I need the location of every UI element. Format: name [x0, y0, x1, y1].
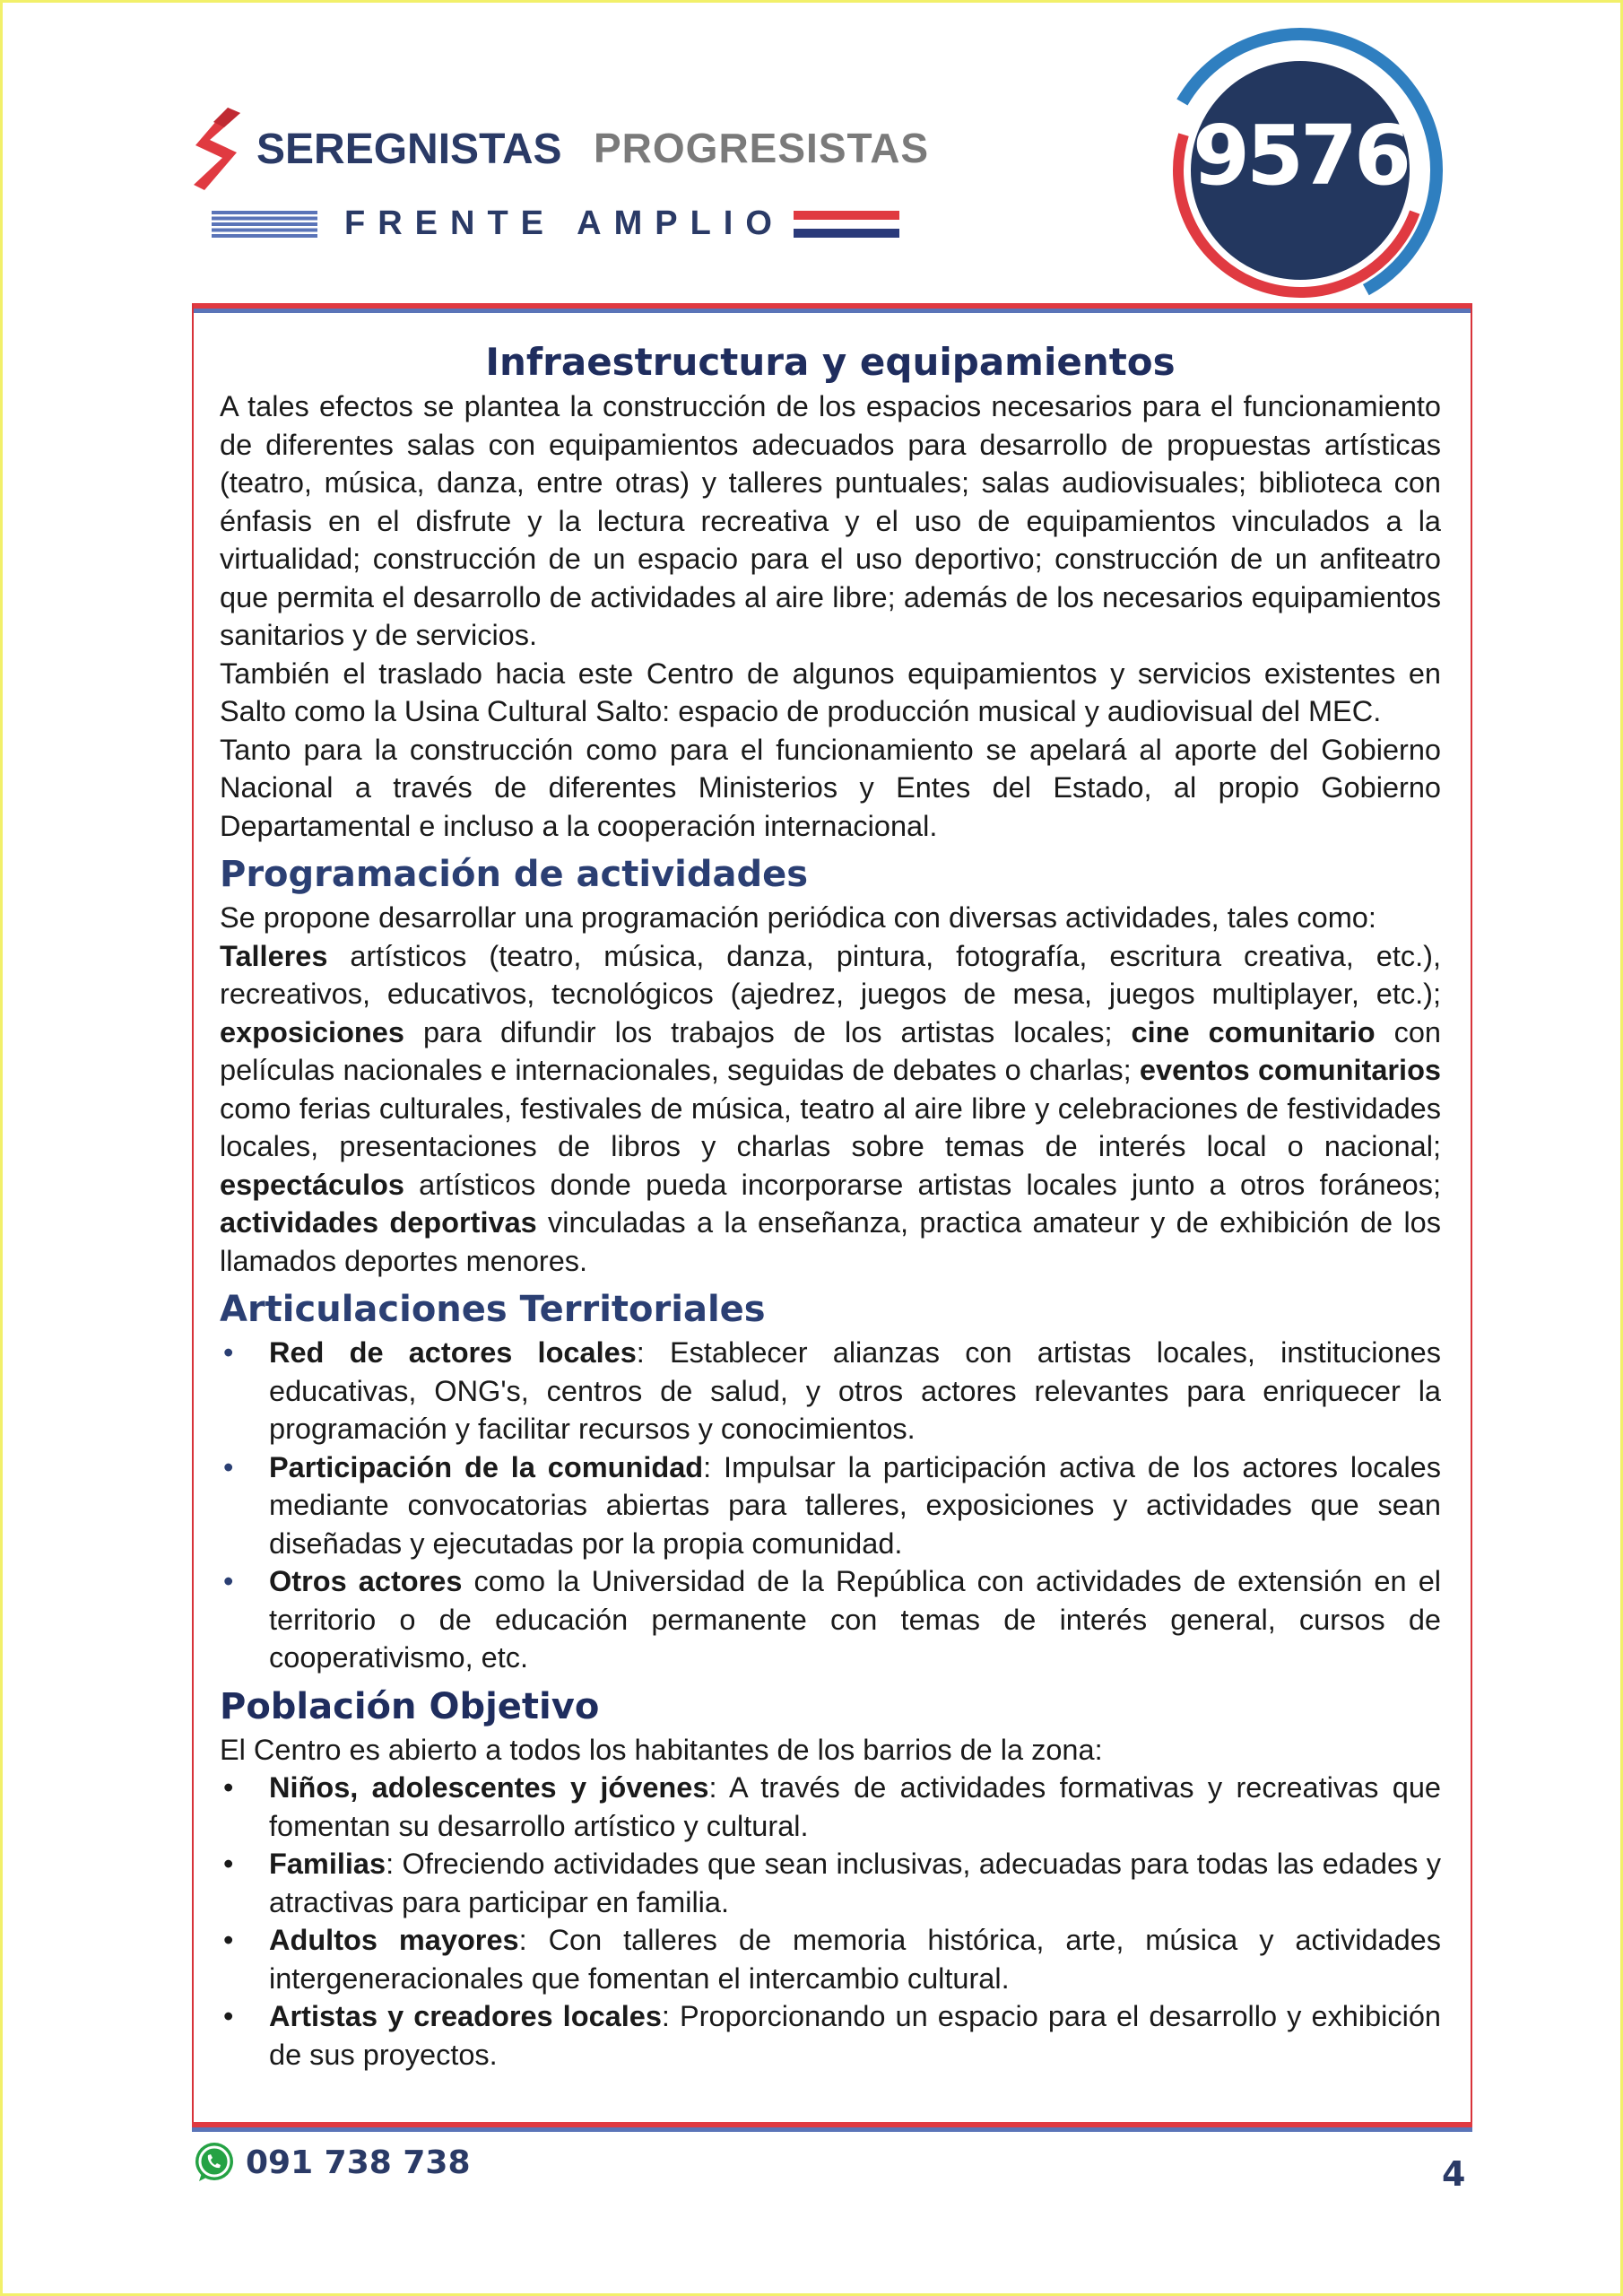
paragraph: Se propone desarrollar una programación periódica con diversas actividades, tales como:: [220, 901, 1376, 934]
frente-amplio-brand: [212, 204, 899, 243]
section-title-infraestructura: Infraestructura y equipamientos: [485, 340, 1176, 384]
activities-paragraph: [220, 937, 1441, 1281]
section-title-programacion: Programación de actividades: [220, 854, 809, 895]
phone-contact: [192, 2140, 471, 2185]
paragraph: También el traslado hacia este Centro de algunos equipamientos y servicios existentes en Salto como la Usina Cultural Salto: espacio de producción musical y audiovisual del MEC.: [220, 657, 1441, 727]
bold-term: Talleres: [220, 939, 328, 972]
list-item: [220, 1334, 1441, 1448]
text-run: para difundir los trabajos de los artistas locales;: [404, 1015, 1132, 1048]
progresistas-label: PROGRESISTAS: [594, 125, 930, 171]
bold-term: Adultos mayores: [269, 1924, 519, 1956]
section-title-articulaciones: Articulaciones Territoriales: [220, 1289, 766, 1330]
bullet-icon: •: [223, 1450, 234, 1483]
phone-number: 091 738 738: [246, 2144, 471, 2181]
s-logo-icon: [192, 106, 242, 192]
bold-term: eventos comunitarios: [1139, 1054, 1442, 1086]
text-run: como ferias culturales, festivales de música, teatro al aire libre y celebraciones de festividades locales, presentaciones de libros y charlas sobre temas de interés local o nacional;: [220, 1091, 1441, 1162]
bold-term: actividades deportivas: [220, 1206, 537, 1239]
bold-term: exposiciones: [220, 1015, 404, 1048]
bottom-divider: [192, 2122, 1472, 2132]
text-run: artísticos (teatro, música, danza, pintura, fotografía, escritura creativa, etc.), recreativos, educativos, tecnológicos (ajedrez, juegos de mesa, juegos multiplayer, etc.);: [220, 939, 1441, 1010]
bold-term: Otros actores: [269, 1565, 463, 1597]
bold-term: Participación de la comunidad: [269, 1450, 704, 1483]
text-run: : A través de actividades formativas y recreativas que fomentan su desarrollo artístico y cultural.: [269, 1771, 1441, 1842]
bold-term: Artistas y creadores locales: [269, 2000, 662, 2032]
bullet-icon: •: [223, 1336, 234, 1369]
seregnistas-label: SEREGNISTAS: [256, 125, 562, 173]
section-title-poblacion: Población Objetivo: [220, 1685, 600, 1727]
poblacion-list: [220, 1769, 1441, 2074]
list-item: [220, 1562, 1441, 1677]
frente-amplio-label: FRENTE AMPLIO: [344, 204, 785, 242]
text-run: : Ofreciendo actividades que sean inclusivas, adecuadas para todas las edades y atractivas para participar en familia.: [269, 1848, 1441, 1918]
stripes-icon: [212, 211, 317, 238]
text-run: : Proporcionando un espacio para el desarrollo y exhibición de sus proyectos.: [269, 2000, 1441, 2071]
bullet-icon: •: [223, 2000, 234, 2032]
text-run: con películas nacionales e internacionales, seguidas de debates o charlas;: [220, 1015, 1441, 1086]
articulaciones-list: [220, 1334, 1441, 1677]
text-run: artísticos donde pueda incorporarse artistas locales junto a otros foráneos;: [404, 1168, 1441, 1201]
list-item: [220, 1921, 1441, 1997]
list-item: [220, 1448, 1441, 1563]
list-item: [220, 1845, 1441, 1921]
bold-term: Niños, adolescentes y jóvenes: [269, 1771, 709, 1804]
text-run: vinculadas a la enseñanza, practica amateur y de exhibición de los llamados deportes menores.: [220, 1206, 1441, 1277]
list-item: [220, 1997, 1441, 2074]
document-body: [220, 339, 1441, 2074]
text-run: : Impulsar la participación activa de los actores locales mediante convocatorias abiertas para talleres, exposiciones y actividades que sean diseñadas y ejecutadas por la propia comunidad.: [269, 1450, 1441, 1560]
bullet-icon: •: [223, 1848, 234, 1880]
bold-term: Red de actores locales: [269, 1336, 637, 1369]
text-run: : Con talleres de memoria histórica, arte, música y actividades intergeneracionales que fomentan el intercambio cultural.: [269, 1924, 1441, 1995]
bullet-icon: •: [223, 1771, 234, 1804]
paragraph: A tales efectos se plantea la construcción de los espacios necesarios para el funcionamiento de diferentes salas con equipamientos adecuados para desarrollo de propuestas artísticas (teatro, música, danza, entre otras) y talleres puntuales; salas audiovisuales; biblioteca con énfasis en el disfrute y la lectura recreativa y el uso de equipamientos vinculados a la virtualidad; construcción de un espacio para el uso deportivo; construcción de un anfiteatro que permita el desarrollo de actividades al aire libre; además de los necesarios equipamientos sanitarios y de servicios.: [220, 390, 1441, 651]
text-run: : Establecer alianzas con artistas locales, instituciones educativas, ONG's, centros de salud, y otros actores relevantes para enriquecer la programación y facilitar recursos y conocimientos.: [269, 1336, 1441, 1445]
whatsapp-icon: [192, 2140, 237, 2185]
bullet-icon: •: [223, 1924, 234, 1956]
paragraph: El Centro es abierto a todos los habitantes de los barrios de la zona:: [220, 1733, 1103, 1766]
paragraph: Tanto para la construcción como para el funcionamiento se apelará al aporte del Gobierno Nacional a través de diferentes Ministerios y Entes del Estado, al propio Gobierno Departamental e incluso a la cooperación internacional.: [220, 733, 1441, 842]
bold-term: espectáculos: [220, 1168, 404, 1201]
bold-term: Familias: [269, 1848, 386, 1880]
seregnistas-brand: [192, 106, 562, 192]
flag-icon: [794, 211, 899, 238]
page-number: 4: [1442, 2154, 1466, 2194]
list-item: [220, 1769, 1441, 1845]
bold-term: cine comunitario: [1131, 1015, 1376, 1048]
list-number: 9576: [1192, 108, 1409, 204]
bullet-icon: •: [223, 1565, 234, 1597]
text-run: como la Universidad de la República con actividades de extensión en el territorio o de educación permanente con temas de interés general, cursos de cooperativismo, etc.: [269, 1565, 1441, 1674]
